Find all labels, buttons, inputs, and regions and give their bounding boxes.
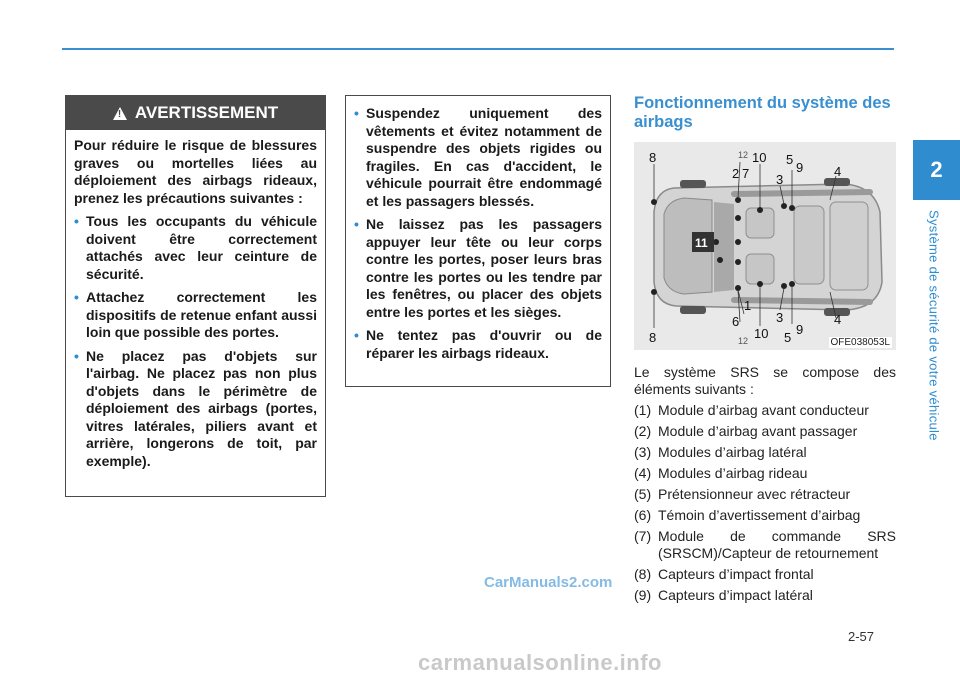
chapter-title: Système de sécurité de votre véhicule	[926, 210, 942, 441]
list-item: (7) Module de commande SRS (SRSCM)/Capteur de retournement	[634, 528, 896, 561]
list-item: (8) Capteurs d’impact frontal	[634, 566, 814, 582]
diagram-label: 10	[752, 150, 767, 165]
diagram-label: 9	[796, 322, 804, 337]
header-rule	[62, 48, 894, 50]
diagram-label: 7	[742, 166, 750, 181]
diagram-label: 11	[695, 236, 708, 250]
list-item: (4) Modules d’airbag rideau	[634, 465, 808, 481]
diagram-label: 12	[738, 336, 749, 346]
bullet-dot-icon: •	[354, 105, 359, 121]
warning-box	[65, 95, 326, 497]
diagram-label: 5	[786, 152, 794, 167]
bullet-dot-icon: •	[74, 213, 79, 229]
diagram-label: 12	[738, 150, 749, 160]
watermark-link[interactable]: CarManuals2.com	[484, 574, 613, 591]
warning-bullet: • Tous les occupants du véhicule doivent être correctement attachés avec leur ceinture de sécurité.	[74, 213, 317, 282]
diagram-label: 4	[834, 312, 842, 327]
section-title: Fonctionnement du système des airbags	[634, 94, 891, 131]
list-item: (2) Module d’airbag avant passager	[634, 423, 858, 439]
diagram-label: 4	[834, 164, 842, 179]
bullet-dot-icon: •	[354, 216, 359, 232]
diagram-label: 10	[754, 326, 769, 341]
list-item: (5) Prétensionneur avec rétracteur	[634, 486, 851, 502]
car-topview-illustration	[634, 142, 896, 350]
diagram-label: 8	[649, 150, 657, 165]
component-list	[634, 364, 896, 608]
bullet-dot-icon: •	[74, 289, 79, 305]
warning-heading: AVERTISSEMENT	[134, 103, 279, 122]
chapter-tab: 2	[913, 140, 960, 200]
warning-triangle-icon: !	[113, 107, 127, 120]
component-intro: Le système SRS se compose des éléments suivants :	[634, 364, 896, 397]
diagram-label: 2	[732, 166, 740, 181]
diagram-label: 6	[732, 314, 740, 329]
label-11-badge	[692, 232, 714, 252]
list-item: (9) Capteurs d’impact latéral	[634, 587, 813, 603]
warning-bullet: • Ne laissez pas les passagers appuyer leur tête ou leur corps contre les portes, poser leurs bras contre les portes ou les tendre par les fenêtres, ou placer des objets entre les portes et les sièges.	[354, 216, 602, 320]
diagram-label: 1	[744, 298, 752, 313]
bullet-dot-icon: •	[354, 327, 359, 343]
warning-bullet: • Ne placez pas d'objets sur l'airbag. Ne placez pas non plus d'objets dans le périmètre de déploiement des airbags (portes, vitres latérales, piliers avant et arrière, longerons de toit, par exemple).	[74, 347, 317, 469]
page-number: 2-57	[848, 629, 875, 644]
bullet-dot-icon: •	[74, 347, 79, 364]
diagram-label: 9	[796, 160, 804, 175]
warning-bullet: • Ne tentez pas d'ouvrir ou de réparer les airbags rideaux.	[354, 327, 602, 361]
diagram-label: 3	[776, 172, 784, 187]
diagram-label: 8	[649, 330, 657, 345]
list-item: (1) Module d’airbag avant conducteur	[634, 402, 869, 418]
warning-bullet: • Attachez correctement les dispositifs de retenue enfant aussi loin que possible des portes.	[74, 289, 317, 340]
image-code: OFE038053L	[830, 337, 890, 348]
diagram-label: 3	[776, 310, 784, 325]
warning-continued-box	[345, 95, 611, 387]
warning-body	[66, 130, 325, 470]
warning-intro: Pour réduire le risque de blessures graves ou mortelles liées au déploiement des airbags rideaux, prenez les précautions suivantes :	[74, 137, 317, 206]
warning-bullet: • Suspendez uniquement des vêtements et évitez notamment de suspendre des objets rigides ou fragiles. En cas d'accident, le véhicule pourrait être endommagé et les passagers blessés.	[354, 105, 602, 209]
warning-header	[66, 96, 325, 130]
list-item: (6) Témoin d’avertissement d’airbag	[634, 507, 861, 523]
watermark-text: carmanualsonline.info	[418, 650, 662, 675]
diagram-label: 5	[784, 330, 792, 345]
list-item: (3) Modules d’airbag latéral	[634, 444, 807, 460]
airbag-diagram	[634, 142, 896, 350]
